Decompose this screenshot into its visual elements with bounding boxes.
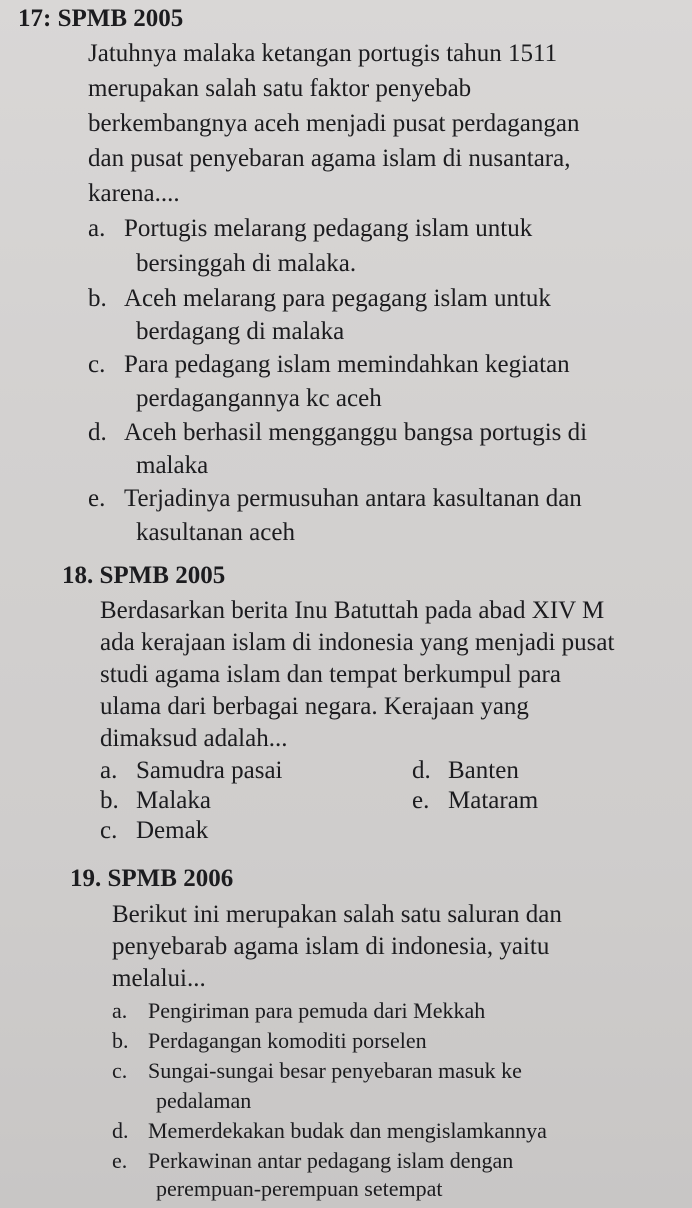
question-18-stem-line: dimaksud adalah... xyxy=(100,725,288,752)
question-19-option-d[interactable] xyxy=(112,1116,547,1146)
option-letter: b. xyxy=(88,285,107,312)
question-19-stem-line: Berikut ini merupakan salah satu saluran dan xyxy=(112,901,562,928)
question-19-option-c-cont: pedalaman xyxy=(156,1088,252,1113)
option-letter: d. xyxy=(112,1118,129,1143)
question-19-header xyxy=(70,864,233,894)
question-17-option-e-cont: kasultanan aceh xyxy=(136,519,295,546)
option-letter: a. xyxy=(100,757,118,784)
question-18-option-e[interactable] xyxy=(412,786,538,816)
option-text: Sungai-sungai besar penyebaran masuk ke xyxy=(148,1058,522,1083)
option-letter: d. xyxy=(412,757,431,784)
option-letter: a. xyxy=(88,215,106,242)
question-18-header xyxy=(62,561,225,591)
option-text: Banten xyxy=(448,757,519,784)
option-letter: e. xyxy=(412,787,430,814)
question-19-source: SPMB 2006 xyxy=(107,865,234,892)
question-17-number: 17: xyxy=(18,5,52,32)
option-letter: a. xyxy=(112,998,128,1023)
option-text: Demak xyxy=(136,817,209,844)
option-letter: b. xyxy=(112,1028,129,1053)
option-letter: c. xyxy=(100,817,118,844)
question-17-option-e[interactable] xyxy=(88,484,582,514)
question-17-option-a-cont: bersinggah di malaka. xyxy=(136,250,357,277)
question-18-option-d[interactable] xyxy=(412,756,519,786)
question-17-option-b[interactable] xyxy=(88,284,551,314)
question-19-option-b[interactable] xyxy=(112,1026,427,1056)
question-17-option-d-cont: malaka xyxy=(136,452,209,479)
option-text: Samudra pasai xyxy=(136,757,283,784)
option-text: Mataram xyxy=(448,787,539,814)
question-19-stem-line: melalui... xyxy=(112,965,206,992)
option-text: Para pedagang islam memindahkan kegiatan xyxy=(124,351,570,378)
question-18-option-b[interactable] xyxy=(100,786,211,816)
question-18-stem-line: ada kerajaan islam di indonesia yang menjadi pusat xyxy=(100,629,615,656)
question-17-header xyxy=(18,4,183,34)
question-17-stem-line: dan pusat penyebaran agama islam di nusantara, xyxy=(88,145,571,172)
question-18-option-a[interactable] xyxy=(100,756,282,786)
question-17-stem-line: Jatuhnya malaka ketangan portugis tahun 1511 xyxy=(88,40,558,67)
option-text: Perdagangan komoditi porselen xyxy=(148,1028,427,1053)
question-19-number: 19. xyxy=(70,865,102,892)
question-17-stem-line: karena.... xyxy=(88,180,180,207)
question-18-stem-line: ulama dari berbagai negara. Kerajaan yang xyxy=(100,693,529,720)
question-19-option-c[interactable] xyxy=(112,1056,522,1086)
option-letter: d. xyxy=(88,419,107,446)
question-18-option-c[interactable] xyxy=(100,816,208,846)
option-text: Memerdekakan budak dan mengislamkannya xyxy=(148,1118,547,1143)
option-text: Pengiriman para pemuda dari Mekkah xyxy=(148,998,486,1023)
option-letter: b. xyxy=(100,787,119,814)
question-19-stem-line: penyebarab agama islam di indonesia, yaitu xyxy=(112,933,550,960)
question-18-stem-line: studi agama islam dan tempat berkumpul para xyxy=(100,661,561,688)
question-18-stem-line: Berdasarkan berita Inu Batuttah pada abad XIV M xyxy=(100,597,605,624)
option-text: Aceh melarang para pegagang islam untuk xyxy=(124,285,551,312)
option-letter: c. xyxy=(88,351,106,378)
question-17-option-a[interactable] xyxy=(88,214,532,244)
option-letter: c. xyxy=(112,1058,128,1083)
question-17-stem-line: merupakan salah satu faktor penyebab xyxy=(88,75,472,102)
question-17-stem-line: berkembangnya aceh menjadi pusat perdagangan xyxy=(88,110,580,137)
question-17-option-b-cont: berdagang di malaka xyxy=(136,318,345,345)
option-text: Aceh berhasil mengganggu bangsa portugis di xyxy=(124,419,588,446)
question-19-option-e[interactable] xyxy=(112,1146,513,1176)
question-19-option-a[interactable] xyxy=(112,996,485,1026)
option-text: Terjadinya permusuhan antara kasultanan dan xyxy=(124,485,582,512)
option-text: Portugis melarang pedagang islam untuk xyxy=(124,215,533,242)
question-17-option-c[interactable] xyxy=(88,350,570,380)
question-17-option-d[interactable] xyxy=(88,418,587,448)
option-text: Perkawinan antar pedagang islam dengan xyxy=(148,1148,514,1173)
question-18-number: 18. xyxy=(62,562,94,589)
question-17-source: SPMB 2005 xyxy=(57,5,184,32)
question-17-option-c-cont: perdagangannya kc aceh xyxy=(136,385,382,412)
question-19-option-e-cont: perempuan-perempuan setempat xyxy=(156,1176,443,1201)
question-18-source: SPMB 2005 xyxy=(99,562,226,589)
option-text: Malaka xyxy=(136,787,211,814)
option-letter: e. xyxy=(88,485,106,512)
option-letter: e. xyxy=(112,1148,128,1173)
